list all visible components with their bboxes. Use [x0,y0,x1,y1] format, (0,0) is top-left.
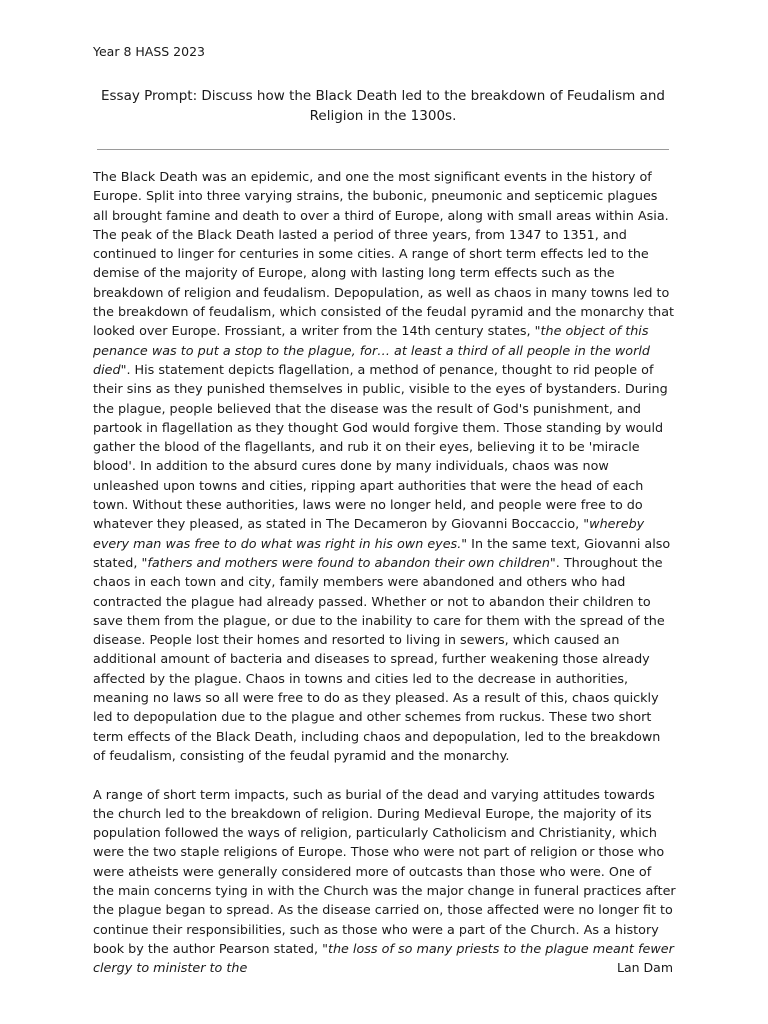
paragraph [93,786,676,979]
quote-text: whereby every man was free to do what was right in his own eyes. [93,517,645,552]
paragraph [93,168,676,766]
course-header: Year 8 HASS 2023 [93,44,205,59]
essay-body [93,168,676,998]
body-text-run: A range of short term impacts, such as burial of the dead and varying attitudes towards the church led to the breakdown of religion. During Medieval Europe, the majority of its population followed the ways of religion, particularly Catholicism and Christianity, which were the two staple religions of Europe. Those who were not part of religion or those who were atheists were generally considered more of outcasts than those who were. One of the main concerns tying in with the Church was the major change in funeral practices after the plague began to spread. As the disease carried on, those affected were no longer fit to continue their responsibilities, such as those who were a part of the Church. As a history book by the author Pearson stated, " [93,787,676,957]
essay-prompt: Essay Prompt: Discuss how the Black Death led to the breakdown of Feudalism and Religion in the 1300s. [100,88,665,124]
body-text-run: ". His statement depicts flagellation, a method of penance, thought to rid people of their sins as they punished themselves in public, visible to the eyes of bystanders. During the plague, people believed that the disease was the result of God's punishment, and partook in flagellation as they thought God would forgive them. Those standing by would gather the blood of the flagellants, and rub it on their eyes, believing it to be 'miracle blood'. In addition to the absurd cures done by many individuals, chaos was now unleashed upon towns and cities, ripping apart authorities that were the head of each town. Without these authorities, laws were no longer held, and people were free to do whatever they pleased, as stated in The Decameron by Giovanni Boccaccio, " [93,362,668,533]
body-text-run: The Black Death was an epidemic, and one the most significant events in the history of Europe. Split into three varying strains, the bubonic, pneumonic and septicemic plagues all brought famine and death to over a third of Europe, along with small areas within Asia. The peak of the Black Death lasted a period of three years, from 1347 to 1351, and continued to linger for centuries in some cities. A range of short term effects led to the demise of the majority of Europe, along with lasting long term effects such as the breakdown of religion and feudalism. Depopulation, as well as chaos in many towns led to the breakdown of feudalism, which consisted of the feudal pyramid and the monarchy that looked over Europe. Frossiant, a writer from the 14th century states, " [93,170,675,340]
author-name: Lan Dam [617,960,673,975]
body-text-run: ". Throughout the chaos in each town and city, family members were abandoned and others who had contracted the plague had already passed. Whether or not to abandon their children to save them from the plague, or due to the inability to care for them with the spread of the disease. People lost their homes and resorted to living in sewers, which caused an additional amount of bacteria and diseases to spread, further weakening those already affected by the plague. Chaos in towns and cities led to the decrease in authorities, meaning no laws so all were free to do as they pleased. As a result of this, chaos quickly led to depopulation due to the plague and other schemes from ruckus. These two short term effects of the Black Death, including chaos and depopulation, led to the breakdown of feudalism, consisting of the feudal pyramid and the monarchy. [93,555,665,764]
quote-text: the loss of so many priests to the plague meant fewer clergy to minister to the [93,941,674,977]
body-text-run: " In the same text, Giovanni also stated, " [93,536,671,571]
quote-text: the object of this penance was to put a stop to the plague, for… at least a third of all people in the world died [93,324,650,378]
quote-text: fathers and mothers were found to abandon their own children [147,555,550,571]
divider [97,149,669,150]
